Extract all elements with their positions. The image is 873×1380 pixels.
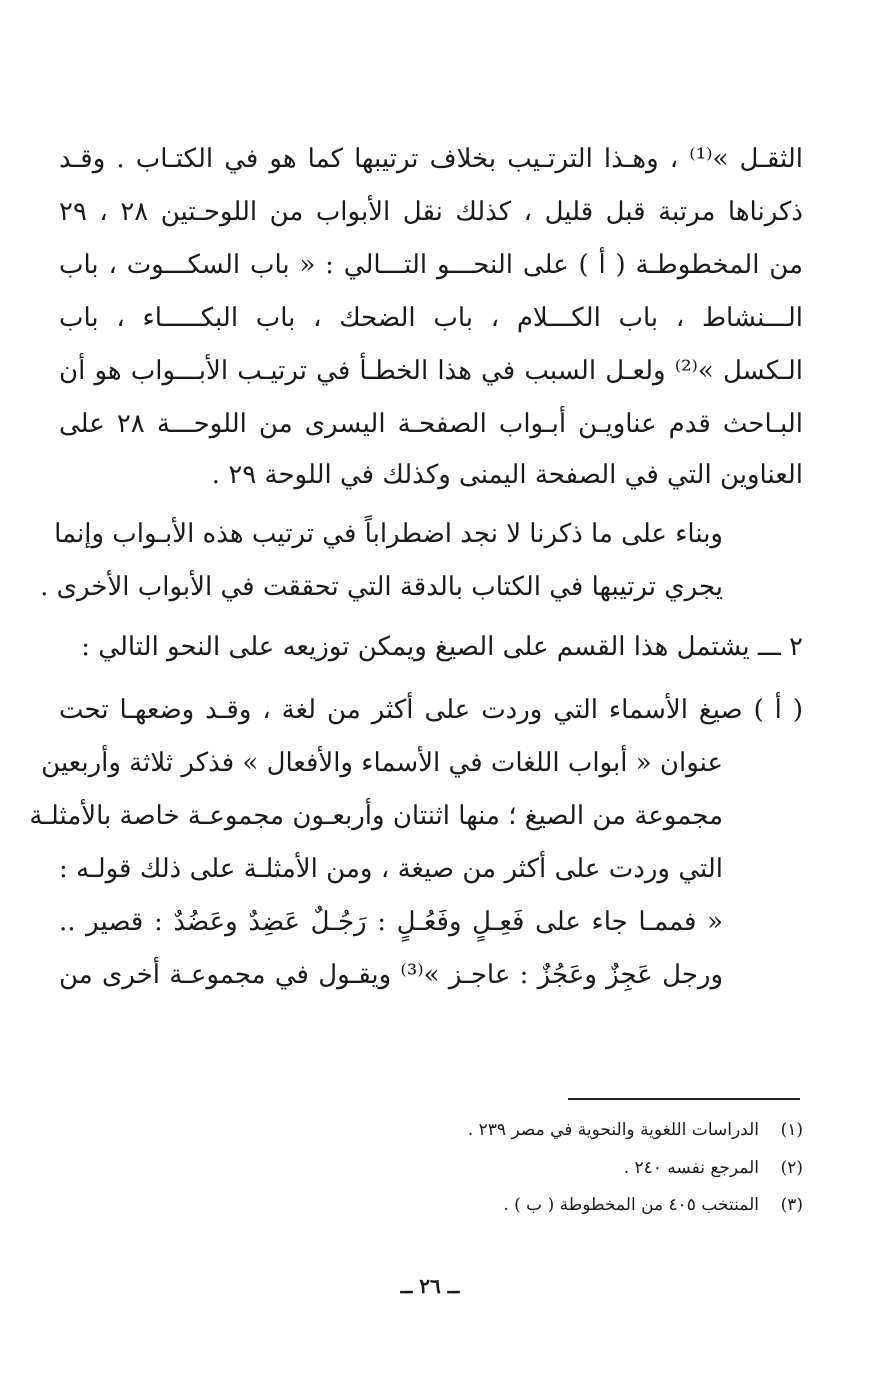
text-line: ذكرناها مرتبة قبل قليل ، كذلك نقل الأبواب من اللوحـتين ٢٨ ، ٢٩: [59, 197, 803, 227]
text-line: ورجل عَجِزٌ وعَجُزٌ : عاجـز »⁽³⁾ ويقـول في مجموعـة أخرى من: [59, 960, 723, 990]
text-line: وبناء على ما ذكرنا لا نجد اضطراباً في ترتيب هذه الأبـواب وإنما: [54, 519, 723, 549]
text-line: « فممـا جاء على فَعِـلٍ وفَعُـلٍ : رَجُـلٌ عَضِدٌ وعَضُدٌ : قصير ..: [59, 907, 723, 937]
footnote-text: المنتخب ٤٠٥ من المخطوطة ( ب ) .: [503, 1195, 759, 1215]
text-line: ( أ ) صيغ الأسماء التي وردت على أكثر من لغة ، وقـد وضعهـا تحت: [59, 695, 803, 725]
footnote-divider: [568, 1098, 800, 1100]
footnote: [468, 1118, 803, 1142]
text-line: من المخطوطـة ( أ ) على النحـــو التـــالي : « باب السكـــوت ، باب: [59, 250, 803, 280]
text-line: الـــنشاط ، باب الكـــلام ، باب الضحك ، باب البكـــــاء ، باب: [59, 303, 803, 333]
text-line: البـاحث قدم عناويـن أبـواب الصفحـة اليسرى من اللوحـــة ٢٨ على: [59, 409, 803, 439]
footnote-number: (٢): [780, 1158, 803, 1178]
text-line: الـكسل »⁽²⁾ ولعـل السبب في هذا الخطـأ في ترتيـب الأبـــواب هو أن: [59, 356, 803, 386]
text-line: العناوين التي في الصفحة اليمنى وكذلك في اللوحة ٢٩ .: [211, 460, 803, 490]
text-line: مجموعة من الصيغ ؛ منها اثنتان وأربعـون مجموعـة خاصة بالأمثلـة: [29, 801, 723, 831]
footnote-text: الدراسات اللغوية والنحوية في مصر ٢٣٩ .: [467, 1120, 759, 1140]
page-number: ــ ٢٦ ــ: [400, 1274, 460, 1298]
footnote: [624, 1156, 803, 1180]
text-line: يجري ترتيبها في الكتاب بالدقة التي تحققت في الأبواب الأخرى .: [40, 572, 723, 602]
text-line: التي وردت على أكثر من صيغة ، ومن الأمثلـة على ذلك قولـه :: [59, 854, 723, 884]
text-line: عنوان « أبواب اللغات في الأسماء والأفعال » فذكر ثلاثة وأربعين: [41, 748, 723, 778]
footnote-number: (٣): [780, 1195, 803, 1215]
list-item-2: ٢ ـــ يشتمل هذا القسم على الصيغ ويمكن توزيعه على النحو التالي :: [81, 632, 803, 662]
text-line: الثقـل »⁽¹⁾ ، وهـذا الترتـيب بخلاف ترتيبها كما هو في الكتـاب . وقـد: [59, 144, 803, 174]
footnote: [503, 1193, 803, 1217]
footnote-number: (١): [780, 1120, 803, 1140]
footnote-text: المرجع نفسه ٢٤٠ .: [623, 1158, 759, 1178]
